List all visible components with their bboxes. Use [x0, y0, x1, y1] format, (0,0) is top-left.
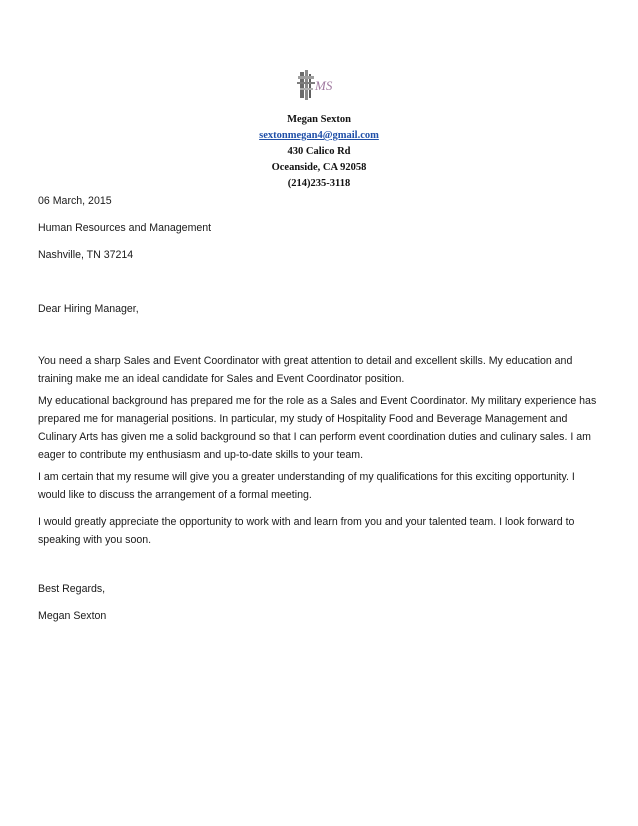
monogram-logo [292, 66, 354, 106]
sender-phone: (214)235-3118 [287, 178, 351, 189]
svg-text:MS: MS [315, 78, 333, 93]
sender-name: Megan Sexton [287, 114, 351, 125]
paragraph-2: My educational background has prepared me for the role as a Sales and Event Coordinator. My military experience has prepared me for managerial positions. In particular, my study of Hospitality Food and Beverage Management and Culinary Arts has given me a solid background so that I can perform event coordination duties and culinary sales. I am eager to contribute my enthusiasm and up-to-date skills to your team. [38, 395, 597, 461]
letterhead [0, 112, 638, 192]
sender-street: 430 Calico Rd [287, 146, 351, 157]
paragraph-4: I would greatly appreciate the opportunity to work with and learn from you and your talented team. I look forward to speaking with you soon. [38, 516, 575, 546]
salutation: Dear Hiring Manager, [38, 303, 139, 315]
recipient-city: Nashville, TN 37214 [38, 249, 134, 261]
paragraph-1: You need a sharp Sales and Event Coordinator with great attention to detail and excellent skills. My education and training make me an ideal candidate for Sales and Event Coordinator position. [38, 355, 573, 385]
closing: Best Regards, [38, 583, 106, 595]
letter-date: 06 March, 2015 [38, 195, 112, 207]
sender-email-link[interactable]: sextonmegan4@gmail.com [259, 130, 379, 141]
signature: Megan Sexton [38, 610, 107, 622]
paragraph-3: I am certain that my resume will give you a greater understanding of my qualifications for this exciting opportunity. I would like to discuss the arrangement of a formal meeting. [38, 471, 575, 501]
recipient-org: Human Resources and Management [38, 222, 212, 234]
sender-city: Oceanside, CA 92058 [271, 162, 367, 173]
